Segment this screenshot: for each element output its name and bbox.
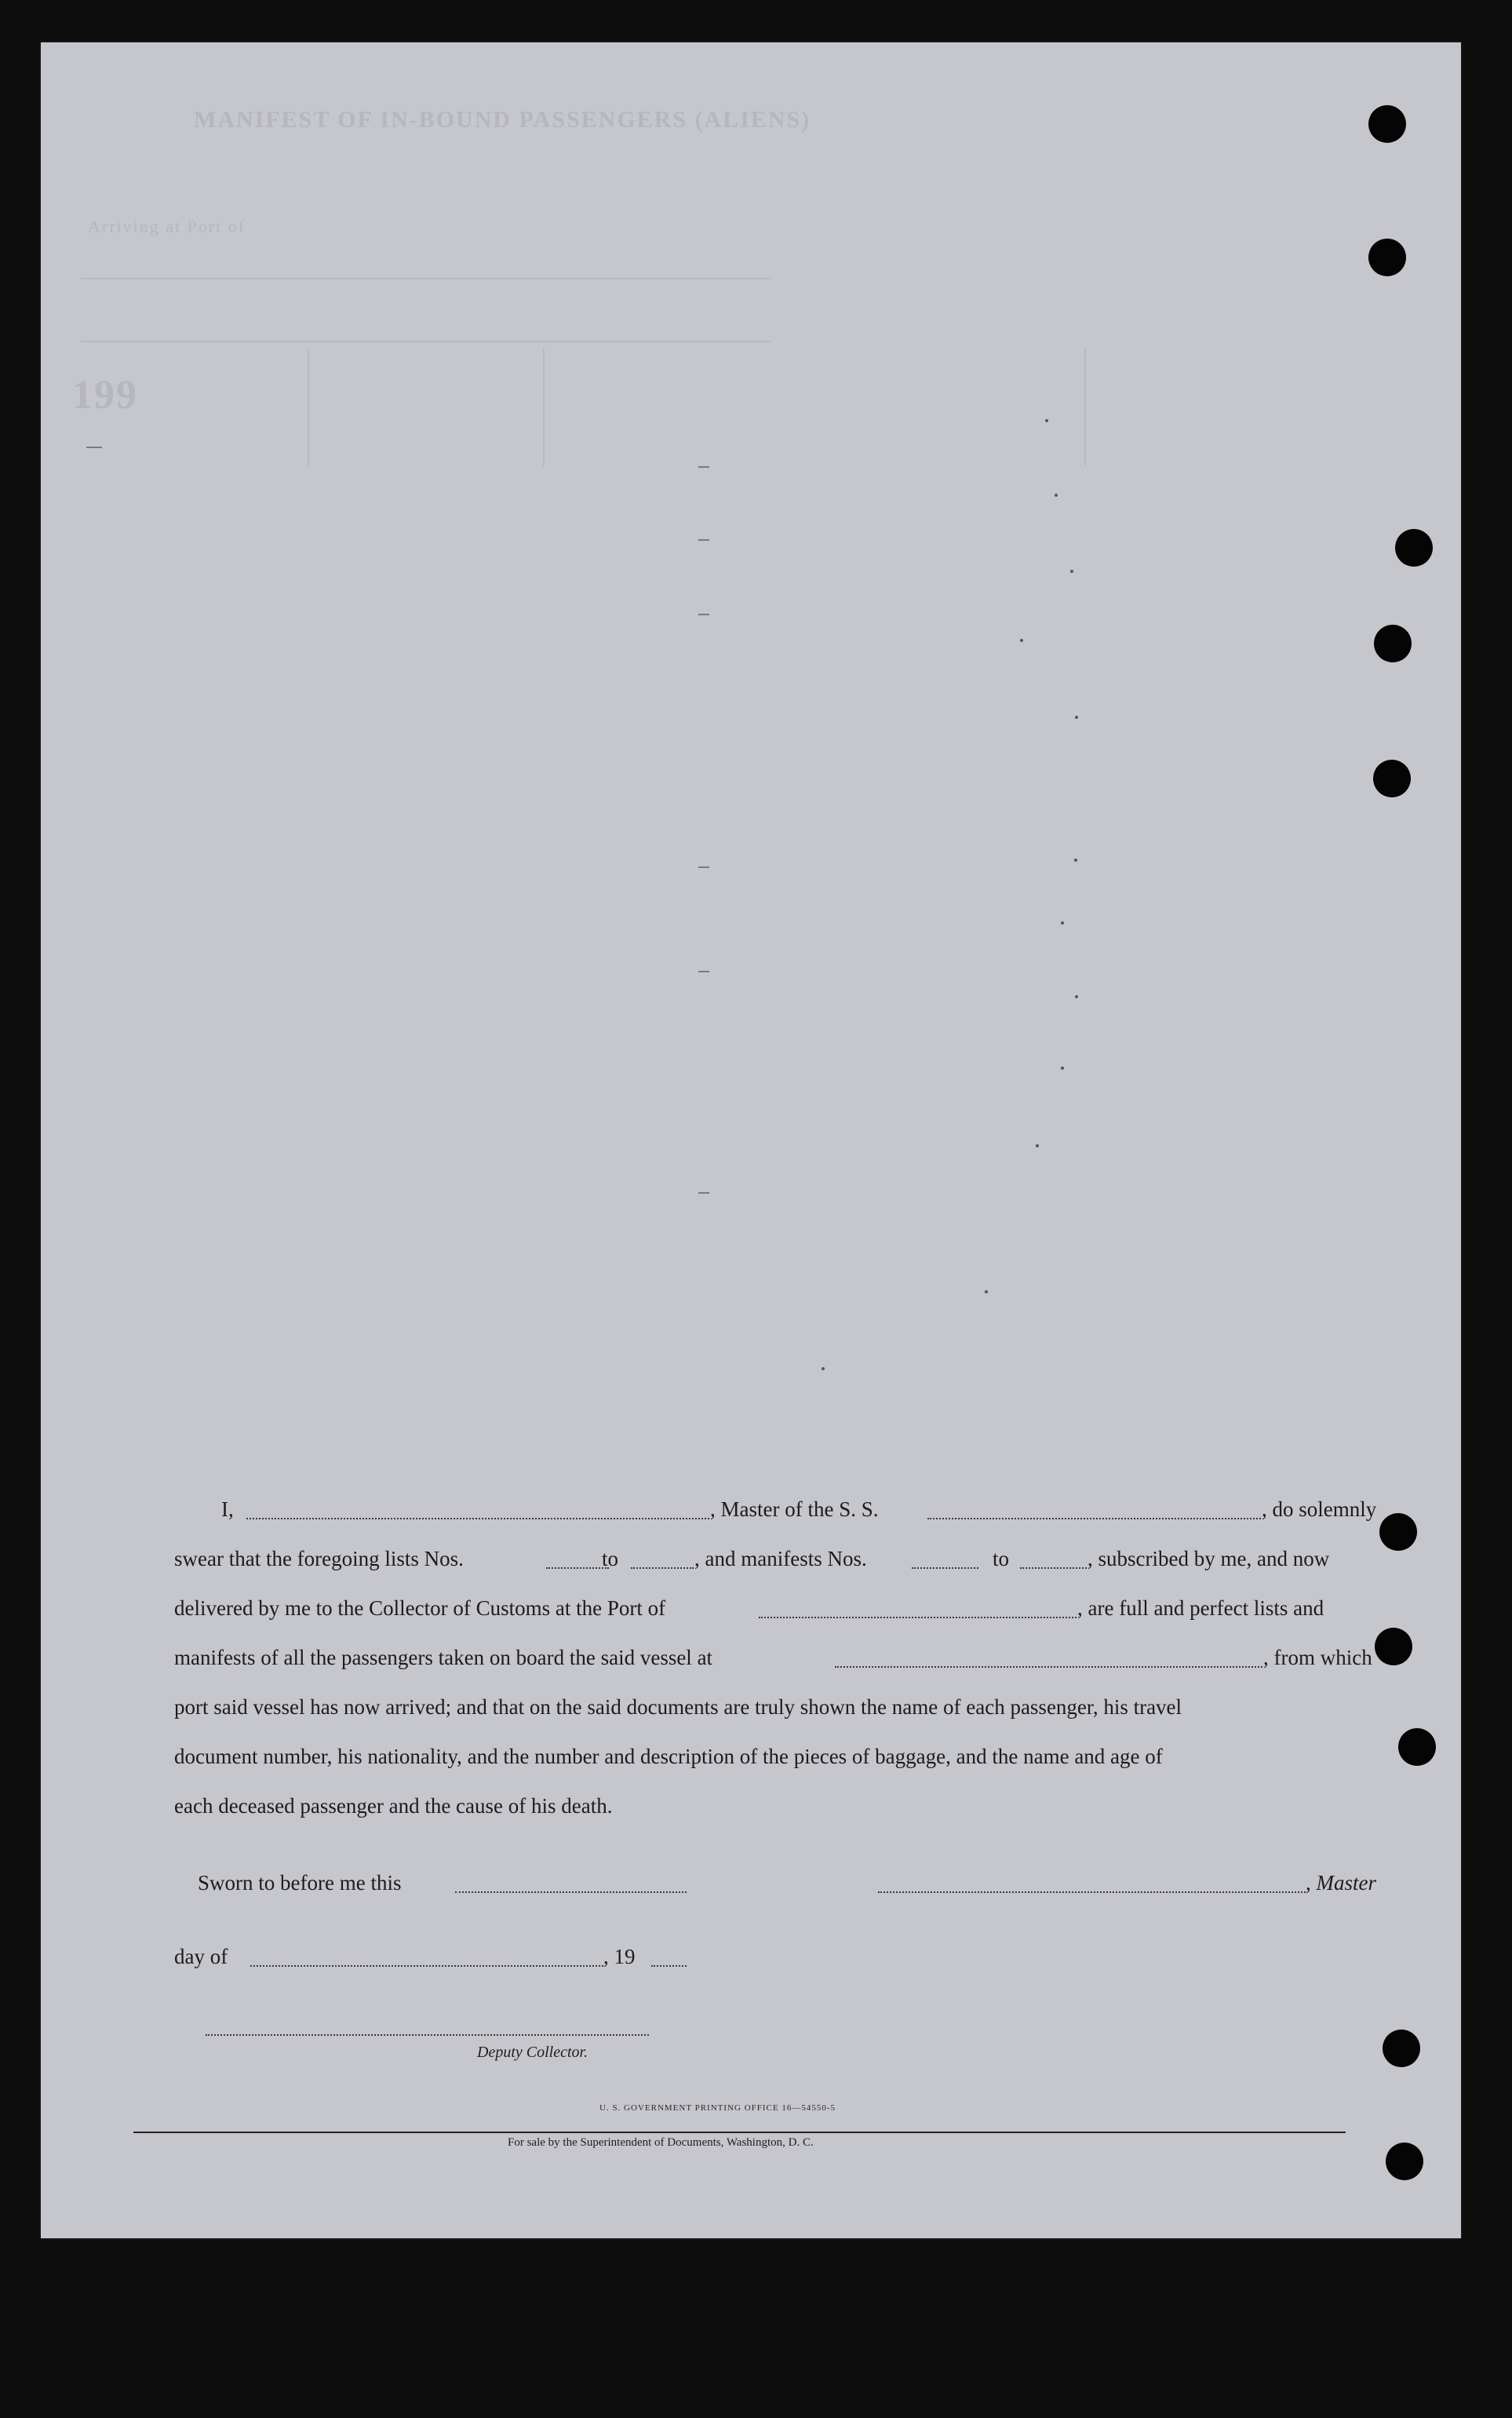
faded-header-rule — [80, 278, 771, 279]
tick-mark — [698, 971, 709, 972]
tick-mark — [698, 466, 709, 468]
lists-to-blank — [631, 1567, 694, 1569]
speck — [1074, 859, 1077, 862]
oath-manifests-nos: , and manifests Nos. — [694, 1547, 867, 1570]
manifests-to-blank — [1020, 1567, 1087, 1569]
oath-lists-nos: swear that the foregoing lists Nos. — [174, 1547, 464, 1570]
tick-mark — [698, 1192, 709, 1194]
oath-row-6: document number, his nationality, and the number and description of the pieces of baggage, and the name and age of — [174, 1745, 1163, 1768]
punch-hole — [1373, 760, 1411, 797]
tick-mark — [86, 447, 102, 448]
boarding-port-blank — [835, 1666, 1262, 1668]
oath-row-5: port said vessel has now arrived; and that on the said documents are truly shown the name of each passenger, his travel — [174, 1695, 1182, 1719]
sworn-row — [174, 1871, 1386, 1902]
speck — [1070, 570, 1073, 573]
tick-mark — [698, 539, 709, 541]
punch-hole — [1368, 105, 1406, 143]
oath-row-2 — [174, 1547, 1386, 1578]
speck — [1061, 921, 1064, 925]
punch-hole — [1395, 529, 1433, 567]
faded-list-number: 199 — [72, 373, 138, 418]
manifest-page — [41, 42, 1461, 2238]
manifests-from-blank — [912, 1567, 978, 1569]
deputy-collector-label: Deputy Collector. — [477, 2044, 588, 2061]
printer-imprint: U. S. GOVERNMENT PRINTING OFFICE 16—54550-5 — [599, 2103, 836, 2113]
faded-column-line — [1084, 348, 1086, 466]
speck — [822, 1367, 825, 1370]
oath-i: I, — [221, 1497, 234, 1521]
footer-rule — [133, 2132, 1346, 2133]
speck — [1061, 1067, 1064, 1070]
oath-to-2: to — [993, 1547, 1010, 1570]
tick-mark — [698, 866, 709, 868]
speck — [1055, 494, 1058, 497]
punch-hole — [1368, 239, 1406, 276]
month-blank — [250, 1965, 603, 1967]
master-label: , Master — [1306, 1871, 1376, 1895]
speck — [1036, 1144, 1039, 1147]
tick-mark — [698, 614, 709, 615]
deputy-signature-line — [206, 2034, 649, 2036]
sworn-label: Sworn to before me this — [198, 1871, 402, 1895]
oath-row-1 — [174, 1497, 1386, 1529]
year-blank — [651, 1965, 687, 1967]
punch-hole — [1386, 2143, 1423, 2180]
day-of-label: day of — [174, 1945, 228, 1968]
lists-from-blank — [546, 1567, 609, 1569]
oath-master-of-ss: , Master of the S. S. — [710, 1497, 879, 1521]
speck — [1075, 995, 1078, 998]
faded-header-title: MANIFEST OF IN-BOUND PASSENGERS (ALIENS) — [194, 107, 811, 133]
speck — [1045, 419, 1048, 422]
punch-hole — [1398, 1728, 1436, 1766]
oath-row-3 — [174, 1596, 1386, 1628]
master-name-blank — [246, 1518, 709, 1519]
master-signature-blank — [878, 1891, 1306, 1893]
oath-subscribed: , subscribed by me, and now — [1088, 1547, 1330, 1570]
faded-column-line — [308, 348, 309, 466]
oath-to: to — [602, 1547, 619, 1570]
sale-notice: For sale by the Superintendent of Documents, Washington, D. C. — [508, 2136, 814, 2149]
speck — [1020, 639, 1023, 642]
punch-hole — [1383, 2030, 1420, 2067]
faded-header-rule — [80, 341, 771, 342]
oath-port-of: delivered by me to the Collector of Customs at the Port of — [174, 1596, 666, 1620]
speck — [985, 1290, 988, 1293]
oath-row-4 — [174, 1646, 1386, 1677]
year-label: , 19 — [603, 1945, 636, 1968]
sworn-date-blank — [455, 1891, 687, 1893]
faded-column-line — [543, 348, 545, 466]
oath-do-solemnly: , do solemnly — [1262, 1497, 1377, 1521]
day-row — [174, 1945, 1386, 1976]
port-blank — [759, 1617, 1077, 1618]
oath-from-which: , from which — [1263, 1646, 1372, 1669]
punch-hole — [1374, 625, 1412, 662]
ship-name-blank — [927, 1518, 1261, 1519]
speck — [1075, 716, 1078, 719]
oath-taken-on-board: manifests of all the passengers taken on board the said vessel at — [174, 1646, 713, 1669]
oath-row-7: each deceased passenger and the cause of his death. — [174, 1794, 613, 1818]
oath-full-perfect: , are full and perfect lists and — [1077, 1596, 1324, 1620]
faded-header-line: Arriving at Port of — [88, 217, 246, 236]
